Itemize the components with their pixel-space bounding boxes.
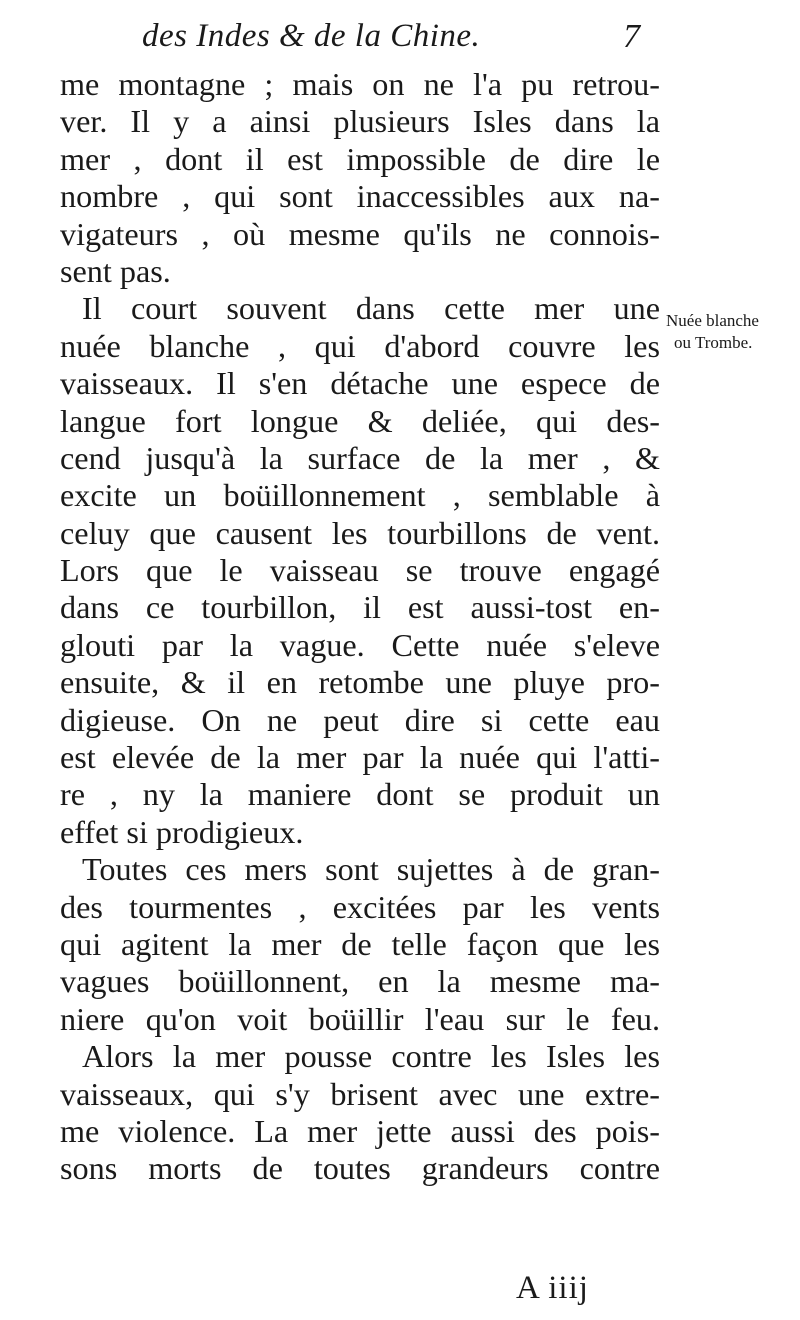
text-line: sons morts de toutes grandeurs contre <box>60 1150 660 1187</box>
text-line: Alors la mer pousse contre les Isles les <box>82 1038 660 1075</box>
text-line: niere qu'on voit boüillir l'eau sur le feu. <box>60 1000 660 1037</box>
text-line: sent pas. <box>60 252 171 289</box>
text-line: vaisseaux, qui s'y brisent avec une extre- <box>60 1075 660 1112</box>
text-line: re , ny la maniere dont se produit un <box>60 776 660 813</box>
text-line: Toutes ces mers sont sujettes à de gran- <box>82 851 660 888</box>
text-line: digieuse. On ne peut dire si cette eau <box>60 701 660 738</box>
text-line: celuy que causent les tourbillons de vent. <box>60 514 660 551</box>
text-line: des tourmentes , excitées par les vents <box>60 888 660 925</box>
text-line: me montagne ; mais on ne l'a pu retrou- <box>60 66 660 102</box>
signature-mark: A iiij <box>516 1270 589 1306</box>
text-line: ensuite, & il en retombe une pluye pro- <box>60 664 660 701</box>
text-line: Lors que le vaisseau se trouve engagé <box>60 552 660 589</box>
marginal-note-line: Nuée blanche <box>666 311 759 330</box>
text-line: cend jusqu'à la surface de la mer , & <box>60 439 660 476</box>
text-line: mer , dont il est impossible de dire le <box>60 140 660 177</box>
text-line: excite un boüillonnement , semblable à <box>60 477 660 514</box>
text-line: dans ce tourbillon, il est aussi-tost en- <box>60 589 660 626</box>
text-line: ver. Il y a ainsi plusieurs Isles dans la <box>60 103 660 140</box>
text-line: qui agitent la mer de telle façon que les <box>60 925 660 962</box>
text-line: Il court souvent dans cette mer une <box>82 290 660 327</box>
text-line: me violence. La mer jette aussi des pois- <box>60 1112 660 1149</box>
text-line: glouti par la vague. Cette nuée s'eleve <box>60 626 660 663</box>
page-number: 7 <box>623 18 640 55</box>
text-line: nombre , qui sont inaccessibles aux na- <box>60 178 660 215</box>
text-line: est elevée de la mer par la nuée qui l'atti- <box>60 739 660 776</box>
marginal-note-line: ou Trombe. <box>674 333 753 352</box>
page-header <box>128 14 668 62</box>
text-line: effet si prodigieux. <box>60 813 304 850</box>
body-text <box>60 66 660 1188</box>
text-line: vagues boüillonnent, en la mesme ma- <box>60 963 660 1000</box>
text-line: nuée blanche , qui d'abord couvre les <box>60 327 660 364</box>
text-line: langue fort longue & deliée, qui des- <box>60 402 660 439</box>
text-line: vigateurs , où mesme qu'ils ne connois- <box>60 215 660 252</box>
text-line: vaisseaux. Il s'en détache une espece de <box>60 365 660 402</box>
marginal-note <box>666 310 796 354</box>
running-title: des Indes & de la Chine. <box>142 18 481 54</box>
